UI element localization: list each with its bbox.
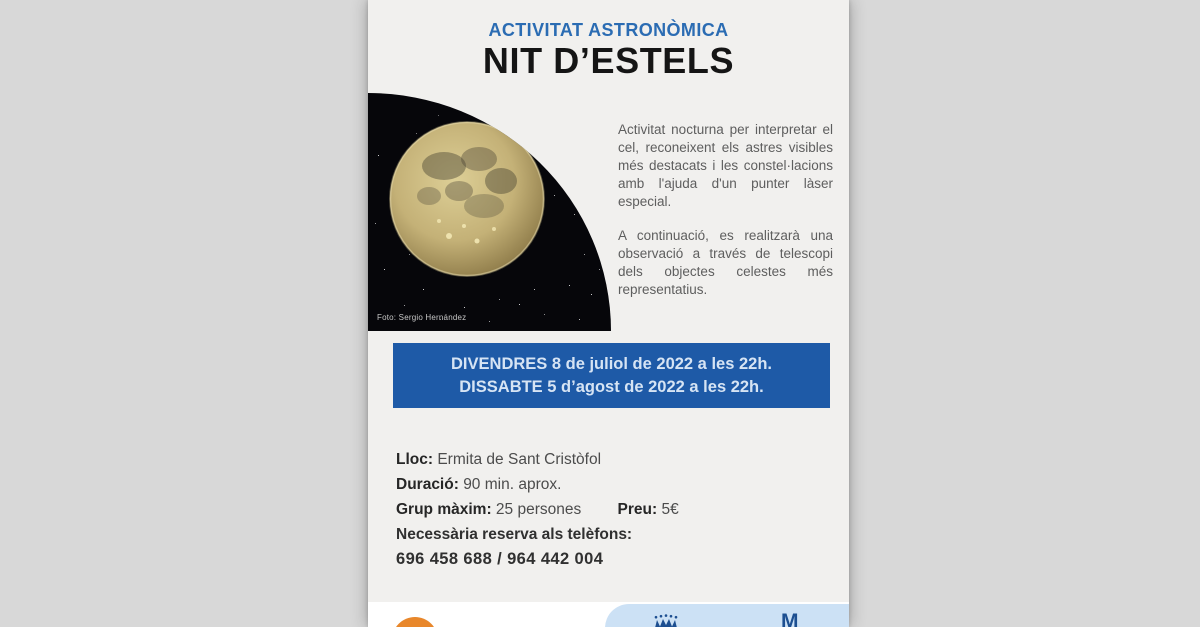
photo-credit: Foto: Sergio Hernández (377, 313, 467, 322)
detail-grup-preu (396, 497, 679, 522)
preu-value: 5€ (661, 501, 679, 518)
lloc-value: Ermita de Sant Cristòfol (437, 451, 602, 468)
poster (368, 0, 849, 627)
crown-icon (653, 614, 679, 627)
details-section (396, 447, 679, 572)
detail-lloc (396, 447, 679, 472)
intro-text (618, 121, 833, 315)
banner-date-1: DIVENDRES 8 de juliol de 2022 a les 22h. (451, 355, 772, 373)
poster-subtitle: ACTIVITAT ASTRONÒMICA (488, 20, 729, 40)
moon-photo (368, 93, 611, 331)
duracio-value: 90 min. aprox. (463, 476, 562, 493)
grup-label: Grup màxim: (396, 501, 492, 518)
municipal-logo-panel (605, 604, 849, 627)
footer-logos (368, 602, 849, 627)
grup-value: 25 persones (495, 501, 582, 518)
lloc-label: Lloc: (396, 451, 434, 468)
banner-date-2: DISSABTE 5 d’agost de 2022 a les 22h. (459, 378, 764, 396)
detail-phones: 696 458 688 / 964 442 004 (396, 550, 604, 568)
m-logo-letter: M (781, 610, 799, 627)
intro-paragraph-2: A continuació, es realitzarà una observació a través de telescopi dels objectes celestes més representatius. (618, 228, 833, 297)
dates-banner (393, 343, 830, 408)
duracio-label: Duració: (396, 476, 459, 493)
stars-decoration (368, 93, 369, 94)
poster-title: NIT D’ESTELS (482, 40, 735, 81)
detail-duracio (396, 472, 679, 497)
organizer-logo-circle (392, 617, 438, 627)
preu-pair (618, 501, 679, 518)
preu-label: Preu: (617, 501, 658, 518)
detail-reserva: Necessària reserva als telèfons: (396, 526, 633, 543)
moon-image (389, 121, 545, 277)
intro-paragraph-1: Activitat nocturna per interpretar el cel, reconeixent els astres visibles més destacats i les constel·lacions amb l'ajuda d'un punter làser especial. (618, 122, 833, 209)
